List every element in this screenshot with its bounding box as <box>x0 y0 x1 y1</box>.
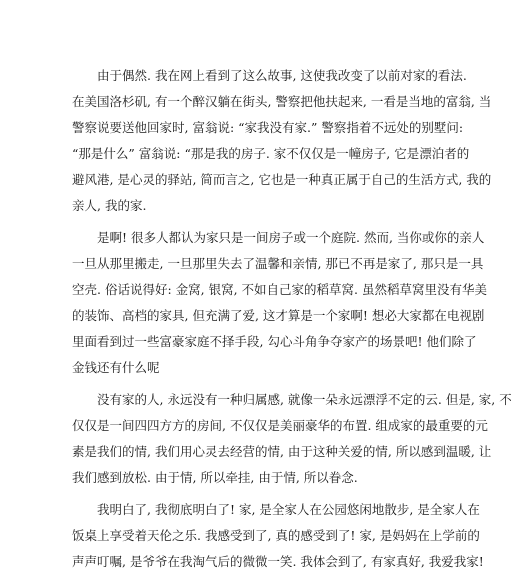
essay-body <box>72 63 512 575</box>
text-line: 一旦从那里搬走, 一旦那里失去了温馨和亲情, 那已不再是家了, 那只是一具 <box>72 256 484 271</box>
paragraph-1 <box>72 63 492 219</box>
text-line: 我明白了, 我彻底明白了! 家, 是全家人在公园悠闲地散步, 是全家人在 <box>97 502 480 517</box>
text-line: 没有家的人, 永远没有一种归属感, 就像一朵永远漂浮不定的云. 但是, 家, 不 <box>97 392 512 407</box>
text-line: 素是我们的情, 我们用心灵去经营的情, 由于这种关爱的情, 所以感到温暖, 让 <box>72 444 492 459</box>
paragraph-3 <box>72 387 512 491</box>
text-line: 里面看到过一些富豪家庭不择手段, 勾心斗角争夺家产的场景吧! 他们除了 <box>72 334 477 349</box>
text-line: 金钱还有什么呢 <box>72 360 160 375</box>
text-line: 避风港, 是心灵的驿站, 简而言之, 它也是一种真正属于自己的生活方式, 我的 <box>72 172 492 187</box>
text-line: 仅仅是一间四四方方的房间, 不仅仅是美丽豪华的布置. 组成家的最重要的元 <box>72 418 488 433</box>
text-line: “那是什么” 富翁说: “那是我的房子. 家不仅仅是一幢房子, 它是漂泊者的 <box>72 146 470 161</box>
text-line: 的装饰、高档的家具, 但充满了爱, 这才算是一个家啊! 想必大家都在电视剧 <box>72 308 485 323</box>
text-line: 空壳. 俗话说得好: 金窝, 银窝, 不如自己家的稻草窝. 虽然稻草窝里没有华美 <box>72 282 487 297</box>
text-line: 我们感到放松. 由于情, 所以牵挂, 由于情, 所以眷念. <box>72 470 358 485</box>
text-line: 饭桌上享受着天伦之乐. 我感受到了, 真的感受到了! 家, 是妈妈在上学前的 <box>72 528 480 543</box>
text-line: 是啊! 很多人都认为家只是一间房子或一个庭院. 然而, 当你或你的亲人 <box>97 230 485 245</box>
text-line: 警察说要送他回家时, 富翁说: “家我没有家.” 警察指着不远处的别墅问: <box>72 120 464 135</box>
paragraph-4 <box>72 497 484 575</box>
text-line: 由于偶然. 我在网上看到了这么故事, 这使我改变了以前对家的看法. <box>97 68 467 83</box>
text-line: 声声叮嘱, 是爷爷在我淘气后的微微一笑. 我体会到了, 有家真好, 我爱我家! <box>72 554 484 569</box>
paragraph-2 <box>72 225 487 381</box>
text-line: 在美国洛杉矶, 有一个醉汉躺在街头, 警察把他扶起来, 一看是当地的富翁, 当 <box>72 94 492 109</box>
text-line: 亲人, 我的家. <box>72 198 147 213</box>
